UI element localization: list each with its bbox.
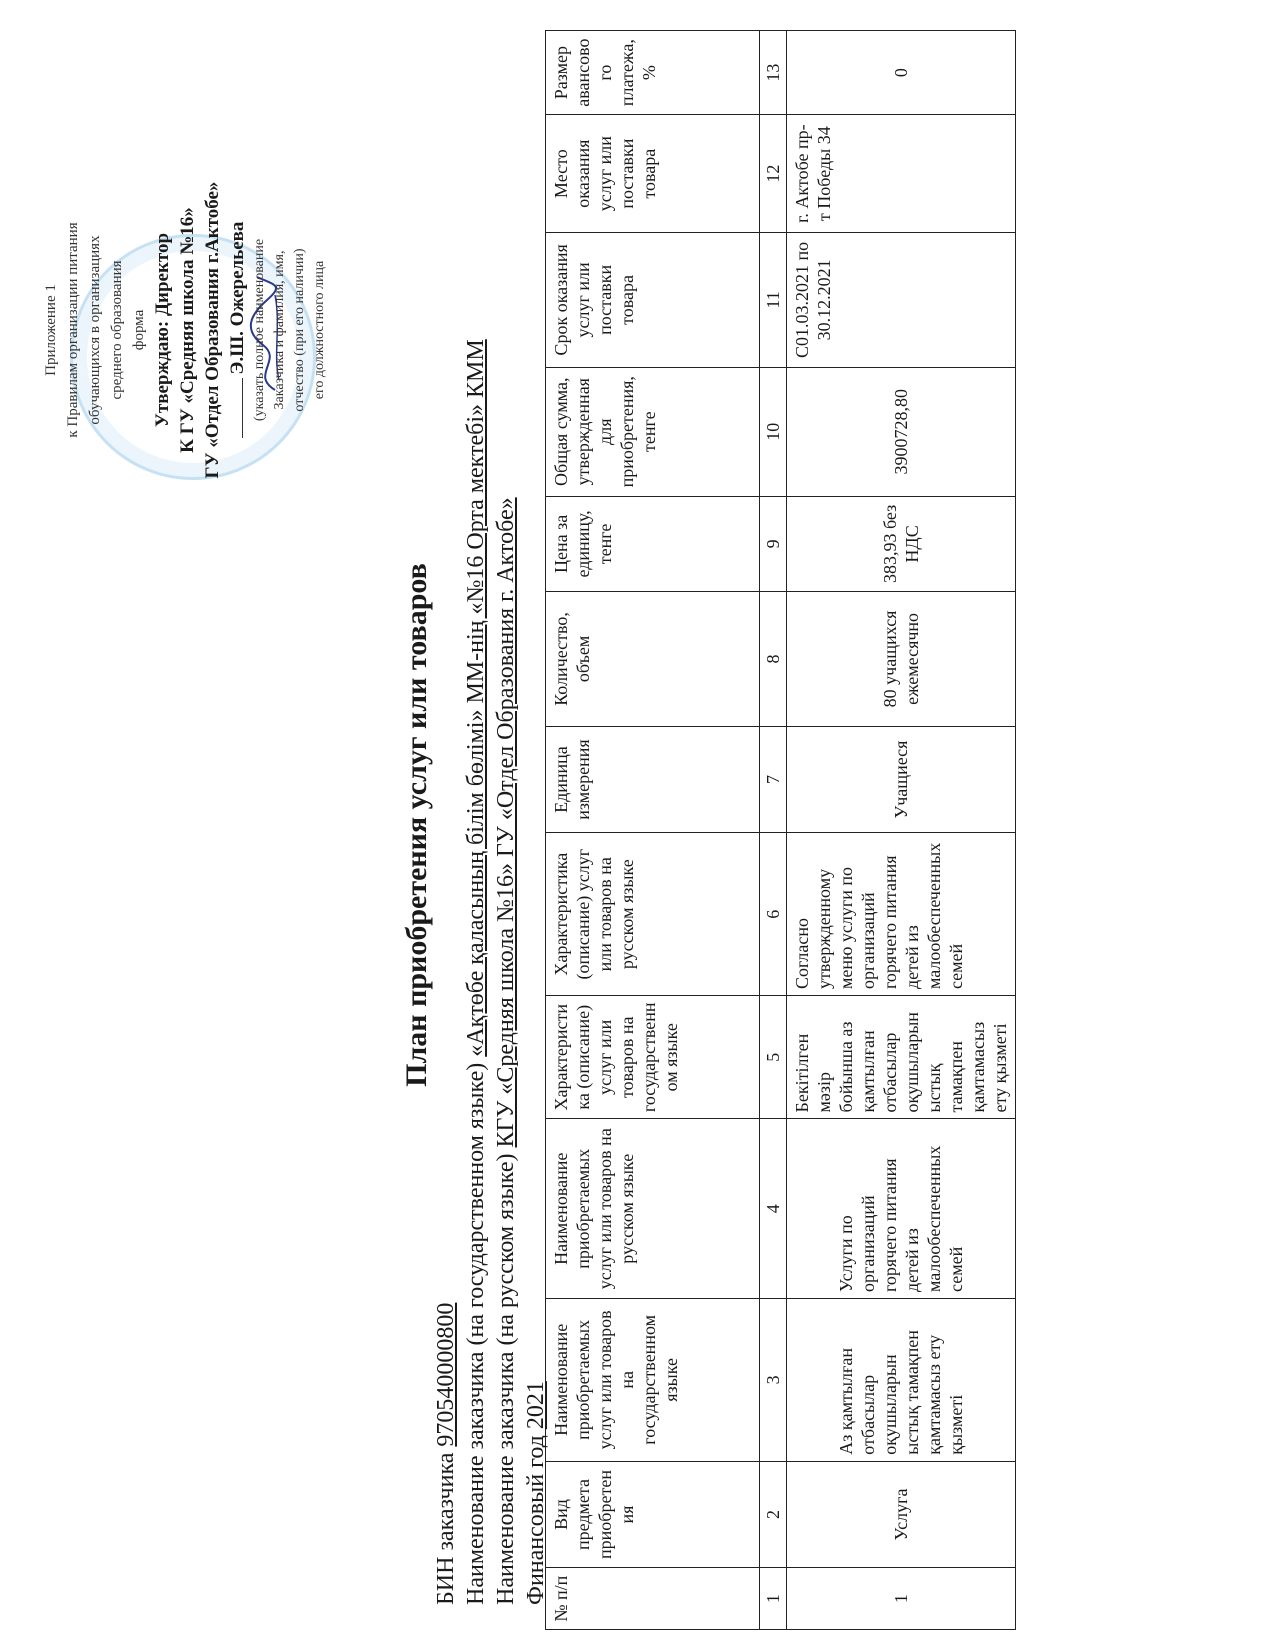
column-number: 11 [760,233,787,368]
description-ru: Согласно утвержденному меню услуги по организаций горячего питания детей из малообеспеченных семей [787,833,1016,996]
column-header: Наименование приобретаемых услуг или товаров на русском языке [546,1119,760,1299]
note-line-2: Заказчика и фамилия, имя, [272,250,287,410]
column-number: 10 [760,367,787,496]
appendix-label: Приложение 1 [43,284,59,376]
org-line-2: ГУ «Отдел Образования г.Актобе» [202,181,223,479]
column-header: Общая сумма, утвержденная для приобретения, тенге [546,367,760,496]
unit-of-measure: Учащиеся [787,726,1016,833]
name-kz: Аз қамтылған отбасылар оқушыларын ыстық тамақпен қамтамасыз ету қызметі [787,1299,1016,1462]
total-amount: 3900728,80 [787,367,1016,496]
column-number: 2 [760,1461,787,1568]
column-header: Цена за единицу, тенге [546,496,760,591]
column-number: 12 [760,115,787,233]
customer-name-ru-line [493,497,520,1605]
column-header: Характеристика (описание) услуг или товаров на русском языке [546,833,760,996]
note-line-3: отчество (при его наличии) [292,248,307,412]
bin-value: 970540000800 [433,1302,459,1447]
bin-line [433,1303,460,1605]
column-header: Размер авансового платежа, % [546,31,760,115]
bin-label: БИН заказчика [433,1446,459,1605]
signer-name-row [225,135,250,525]
purchase-kind: Услуга [787,1461,1016,1568]
column-header: Место оказания услуг или поставки товара [546,115,760,233]
description-kz: Бекітілген мәзір бойынша аз қамтылған отбасылар оқушыларын ыстық тамақпен қамтамасыз ету қызметі [787,996,1016,1119]
table-row [787,31,1016,1630]
customer-name-kz-value: «Ақтөбе қаласының білім бөлімі» ММ-нің «№16 Орта мектебі» КММ [463,339,489,1057]
customer-name-ru-label: Наименование заказчика (на русском языке) [493,1147,519,1605]
note-line-4: его должностного лица [312,260,327,400]
approval-block [40,135,330,525]
column-header: Вид предмета приобретения [546,1461,760,1568]
rules-line-1: к Правилам организации питания [65,222,81,438]
fiscal-year-label: Финансовый год [523,1429,549,1605]
column-number: 9 [760,496,787,591]
column-number: 7 [760,726,787,833]
fiscal-year-value: 2021 [523,1381,549,1430]
customer-name-kz-line [463,339,490,1605]
approved-label: Утверждаю: Директор [152,232,173,428]
column-number: 1 [760,1568,787,1630]
column-header: Срок оказания услуг или поставки товара [546,233,760,368]
form-label: форма [131,309,147,351]
org-line-1: К ГУ «Средняя школа №16» [177,207,198,453]
column-number: 3 [760,1299,787,1462]
table-header-row [546,31,760,1630]
column-header: № п/п [546,1568,760,1630]
column-number-row [760,31,787,1630]
column-header: Наименование приобретаемых услуг или товаров на государственном языке [546,1299,760,1462]
rules-line-2: обучающихся в организациях [87,235,103,425]
column-number: 13 [760,31,787,115]
note-line-1: (указать полное наименование [252,238,267,422]
procurement-plan-table [545,30,1016,1630]
rules-line-3: среднего образования [109,260,125,400]
column-number: 6 [760,833,787,996]
column-header: Количество, объем [546,592,760,727]
column-number: 4 [760,1119,787,1299]
customer-name-ru-value: КГУ «Средняя школа №16» ГУ «Отдел Образования г. Актобе» [493,497,519,1148]
column-number: 8 [760,592,787,727]
customer-name-kz-label: Наименование заказчика (на государственном языке) [463,1056,489,1605]
delivery-place: г. Актобе пр-т Победы 34 [787,115,1016,233]
signature-line [242,378,243,438]
column-number: 5 [760,996,787,1119]
signer-name: Э.Ш. Ожерельева [227,221,248,375]
name-ru: Услуги по организаций горячего питания детей из малообеспеченных семей [787,1119,1016,1299]
column-header: Единица измерения [546,726,760,833]
unit-price: 383,93 без НДС [787,496,1016,591]
column-header: Характеристика (описание) услуг или товаров на государственном языке [546,996,760,1119]
row-number: 1 [787,1568,1016,1630]
advance-payment: 0 [787,31,1016,115]
document-title: План приобретения услуг или товаров [400,563,433,1087]
quantity: 80 учащихся ежемесячно [787,592,1016,727]
delivery-term: С01.03.2021 по 30.12.2021 [787,233,1016,368]
